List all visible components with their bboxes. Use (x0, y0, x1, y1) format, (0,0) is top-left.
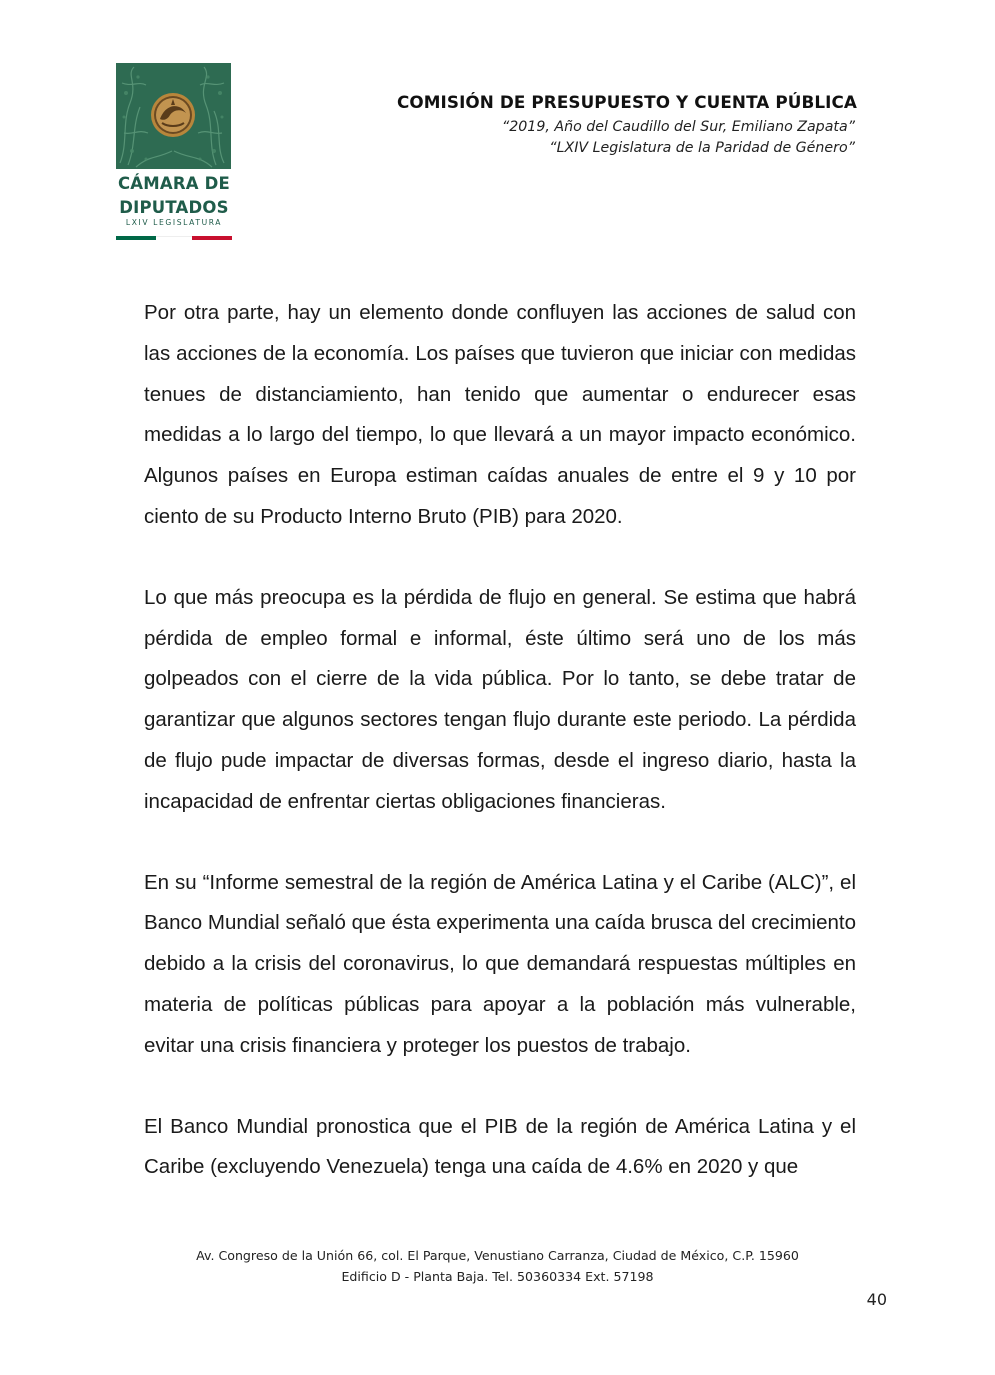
chamber-logo (116, 63, 232, 240)
motto-line-2: “LXIV Legislatura de la Paridad de Género” (549, 140, 855, 156)
motto-line-1: “2019, Año del Caudillo del Sur, Emiliano Zapata” (501, 119, 855, 135)
paragraph: El Banco Mundial pronostica que el PIB de la región de América Latina y el Caribe (excluyendo Venezuela) tenga una caída de 4.6% en 2020 y que (144, 1114, 856, 1179)
flag-red-stripe (192, 236, 232, 240)
logo-name-line2: DIPUTADOS (119, 198, 229, 217)
document-body (144, 293, 856, 1188)
document-header (395, 92, 855, 159)
coat-of-arms-icon (116, 63, 231, 169)
flag-stripe (116, 236, 232, 240)
committee-title: COMISIÓN DE PRESUPUESTO Y CUENTA PÚBLICA (396, 92, 857, 112)
flag-white-stripe (156, 236, 192, 240)
document-footer (0, 1245, 995, 1287)
footer-address-line-1: Av. Congreso de la Unión 66, col. El Parque, Venustiano Carranza, Ciudad de México, C.P. 15960 (196, 1248, 799, 1263)
logo-name-line1: CÁMARA DE (117, 174, 231, 193)
paragraph: Por otra parte, hay un elemento donde confluyen las acciones de salud con las acciones de la economía. Los países que tuvieron que iniciar con medidas tenues de distanciamiento, han tenido que aumentar o endurecer esas medidas a lo largo del tiempo, lo que llevará a un mayor impacto económico. Algunos países en Europa estiman caídas anuales de entre el 9 y 10 por ciento de su Producto Interno Bruto (PIB) para 2020. (144, 301, 856, 528)
page-number: 40 (866, 1290, 887, 1309)
paragraph: En su “Informe semestral de la región de América Latina y el Caribe (ALC)”, el Banco Mundial señaló que ésta experimenta una caída brusca del crecimiento debido a la crisis del coronavirus, lo que demandará respuestas múltiples en materia de políticas públicas para apoyar a la población más vulnerable, evitar una crisis financiera y proteger los puestos de trabajo. (144, 870, 856, 1057)
flag-green-stripe (116, 236, 156, 240)
footer-address-line-2: Edificio D - Planta Baja. Tel. 50360334 Ext. 57198 (341, 1269, 654, 1284)
logo-legislature: LXIV LEGISLATURA (125, 218, 223, 227)
paragraph: Lo que más preocupa es la pérdida de flujo en general. Se estima que habrá pérdida de empleo formal e informal, éste último será uno de los más golpeados con el cierre de la vida pública. Por lo tanto, se debe tratar de garantizar que algunos sectores tengan flujo durante este periodo. La pérdida de flujo pude impactar de diversas formas, desde el ingreso diario, hasta la incapacidad de enfrentar ciertas obligaciones financieras. (144, 585, 856, 813)
